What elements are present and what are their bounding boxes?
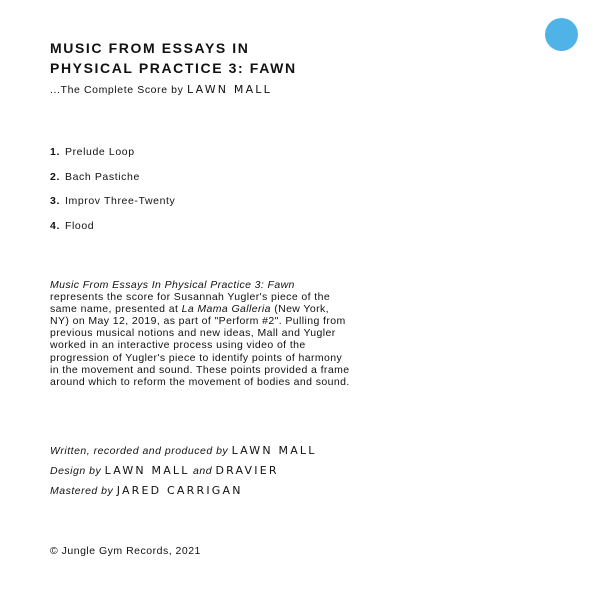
- track-number: 4.: [50, 219, 60, 232]
- credits-block: [50, 444, 317, 504]
- credit-mastered-label: Mastered by: [50, 485, 117, 497]
- credit-design-label: Design by: [50, 465, 105, 477]
- description-work-title: Music From Essays In Physical Practice 3: Fawn: [50, 279, 295, 291]
- description-venue: La Mama Galleria: [181, 303, 271, 316]
- description-text-2: (New York, NY) on May 12, 2019, as part of "Perform #2". Pulling from previous musical notions and new ideas, Mall and Yugler worked in an interactive process using video of the progression of Yugler's piece to identify points of harmony in the movement and sound. These points provided a frame around which to reform the movement of bodies and sound.: [50, 303, 350, 388]
- track-item: [50, 171, 175, 196]
- album-title-line-1: MUSIC FROM ESSAYS IN: [50, 40, 250, 56]
- album-title-line-2: PHYSICAL PRACTICE 3: FAWN: [50, 60, 297, 76]
- album-title: [50, 38, 297, 78]
- subtitle-prefix: ...The Complete Score by: [50, 84, 187, 96]
- copyright-notice: © Jungle Gym Records, 2021: [50, 545, 201, 557]
- description-text-1: represents the score for Susannah Yugler's piece of the same name, presented at: [50, 291, 331, 316]
- track-item: [50, 195, 175, 220]
- credit-design: [50, 464, 317, 484]
- track-list: [50, 146, 175, 244]
- track-title: Improv Three-Twenty: [64, 195, 176, 207]
- description-paragraph: [50, 279, 350, 388]
- track-title: Bach Pastiche: [64, 170, 140, 183]
- credit-written: [50, 444, 317, 464]
- track-number: 1.: [50, 146, 60, 158]
- credit-written-label: Written, recorded and produced by: [50, 445, 232, 457]
- subtitle-artist: LAWN MALL: [186, 83, 272, 96]
- track-number: 2.: [50, 170, 60, 183]
- track-title: Flood: [64, 219, 95, 232]
- credit-written-name: LAWN MALL: [231, 444, 317, 457]
- track-title: Prelude Loop: [64, 146, 135, 158]
- track-item: [50, 146, 175, 171]
- credit-mastered: [50, 484, 317, 504]
- album-subtitle: [50, 83, 272, 96]
- credit-design-and: and: [189, 465, 216, 477]
- blue-circle-icon: [545, 18, 578, 51]
- track-number: 3.: [50, 195, 60, 207]
- credit-design-name-1: LAWN MALL: [104, 464, 190, 477]
- credit-design-name-2: DRAVIER: [215, 464, 279, 477]
- track-item: [50, 220, 175, 245]
- credit-mastered-name: JARED CARRIGAN: [116, 484, 243, 497]
